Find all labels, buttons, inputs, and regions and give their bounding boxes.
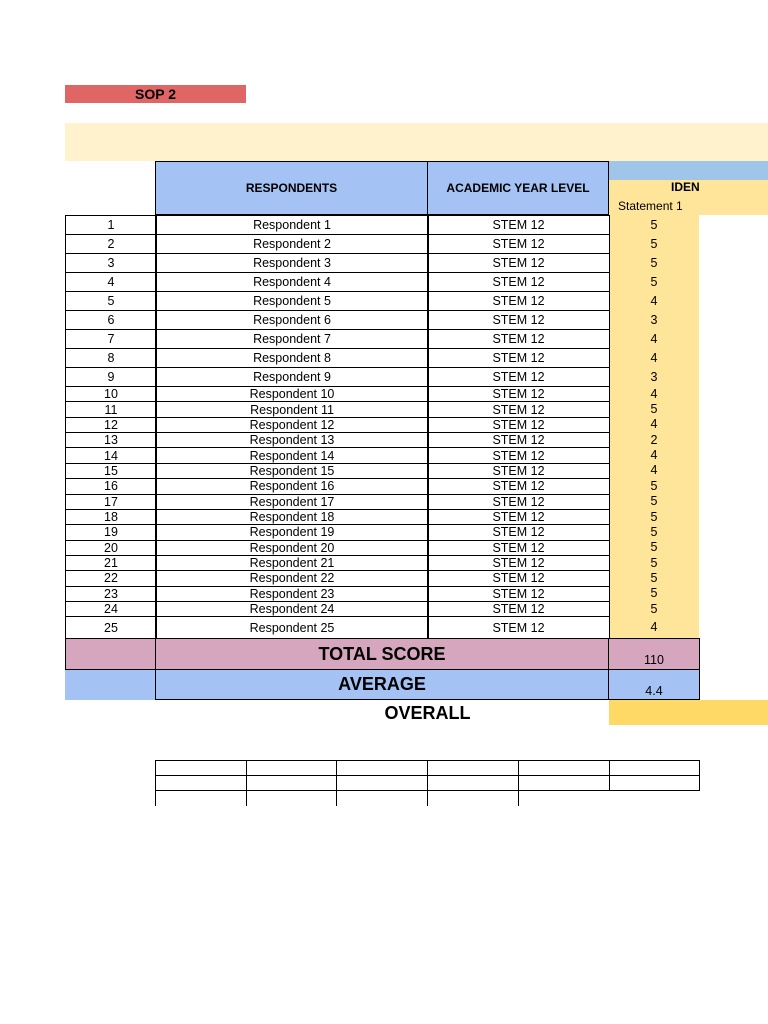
row-number-cell[interactable]: 15 xyxy=(65,463,157,479)
respondent-cell[interactable]: Respondent 13 xyxy=(155,432,429,448)
score-cell[interactable]: 5 xyxy=(650,509,658,524)
respondent-cell[interactable]: Respondent 24 xyxy=(155,601,429,617)
respondent-cell[interactable]: Respondent 4 xyxy=(155,272,429,292)
year-level-cell[interactable]: STEM 12 xyxy=(427,291,610,311)
score-cell[interactable]: 4 xyxy=(650,350,658,365)
total-blank-cell[interactable] xyxy=(65,654,156,670)
score-cell[interactable]: 4 xyxy=(650,293,658,308)
overall-value-cell[interactable] xyxy=(609,700,768,725)
respondent-cell[interactable]: Respondent 18 xyxy=(155,509,429,525)
year-level-cell[interactable]: STEM 12 xyxy=(427,555,610,571)
row-number-cell[interactable]: 1 xyxy=(65,215,157,235)
score-cell[interactable]: 5 xyxy=(650,274,658,289)
row-number-cell[interactable]: 20 xyxy=(65,540,157,556)
score-cell[interactable]: 5 xyxy=(650,402,658,417)
header-academic-year-level[interactable]: ACADEMIC YEAR LEVEL xyxy=(427,161,609,215)
grid-col-line xyxy=(609,760,610,791)
year-level-cell[interactable]: STEM 12 xyxy=(427,540,610,556)
row-number-cell[interactable]: 25 xyxy=(65,616,157,639)
respondent-cell[interactable]: Respondent 14 xyxy=(155,447,429,463)
score-cell[interactable]: 3 xyxy=(650,312,658,327)
respondent-cell[interactable]: Respondent 21 xyxy=(155,555,429,571)
overall-label[interactable]: OVERALL xyxy=(384,702,471,723)
year-level-cell[interactable]: STEM 12 xyxy=(427,234,610,254)
year-level-cell[interactable]: STEM 12 xyxy=(427,463,610,479)
row-number-cell[interactable]: 12 xyxy=(65,417,157,433)
score-cell[interactable]: 3 xyxy=(650,369,658,384)
grid-col-line xyxy=(155,760,156,806)
year-level-cell[interactable]: STEM 12 xyxy=(427,272,610,292)
year-level-cell[interactable]: STEM 12 xyxy=(427,401,610,417)
grid-col-line xyxy=(336,760,337,806)
total-blank-cell[interactable] xyxy=(65,638,156,655)
row-number-cell[interactable]: 4 xyxy=(65,272,157,292)
score-cell[interactable]: 5 xyxy=(650,601,658,616)
score-cell[interactable]: 5 xyxy=(650,217,658,232)
year-level-cell[interactable]: STEM 12 xyxy=(427,601,610,617)
row-number-cell[interactable]: 3 xyxy=(65,253,157,273)
respondent-cell[interactable]: Respondent 22 xyxy=(155,570,429,586)
grid-col-line xyxy=(518,760,519,806)
score-cell[interactable]: 5 xyxy=(650,236,658,251)
row-number-cell[interactable]: 5 xyxy=(65,291,157,311)
row-number-cell[interactable]: 8 xyxy=(65,348,157,368)
score-cell[interactable]: 5 xyxy=(650,570,658,585)
year-level-cell[interactable]: STEM 12 xyxy=(427,494,610,510)
row-number-cell[interactable]: 17 xyxy=(65,494,157,510)
respondent-cell[interactable]: Respondent 1 xyxy=(155,215,429,235)
respondent-cell[interactable]: Respondent 15 xyxy=(155,463,429,479)
row-number-cell[interactable]: 23 xyxy=(65,586,157,602)
score-cell[interactable]: 5 xyxy=(650,555,658,570)
section-band xyxy=(65,123,768,161)
row-number-cell[interactable]: 11 xyxy=(65,401,157,417)
year-level-cell[interactable]: STEM 12 xyxy=(427,215,610,235)
respondent-cell[interactable]: Respondent 3 xyxy=(155,253,429,273)
respondent-cell[interactable]: Respondent 10 xyxy=(155,386,429,402)
respondent-cell[interactable]: Respondent 5 xyxy=(155,291,429,311)
respondent-cell[interactable]: Respondent 7 xyxy=(155,329,429,349)
respondent-cell[interactable]: Respondent 6 xyxy=(155,310,429,330)
year-level-cell[interactable]: STEM 12 xyxy=(427,570,610,586)
respondent-cell[interactable]: Respondent 9 xyxy=(155,367,429,387)
year-level-cell[interactable]: STEM 12 xyxy=(427,586,610,602)
row-number-cell[interactable]: 9 xyxy=(65,367,157,387)
year-level-cell[interactable]: STEM 12 xyxy=(427,329,610,349)
row-number-cell[interactable]: 6 xyxy=(65,310,157,330)
grid-col-line xyxy=(699,760,700,791)
score-cell[interactable]: 5 xyxy=(650,478,658,493)
sop-label[interactable]: SOP 2 xyxy=(65,85,246,103)
respondent-cell[interactable]: Respondent 20 xyxy=(155,540,429,556)
respondent-cell[interactable]: Respondent 8 xyxy=(155,348,429,368)
year-level-cell[interactable]: STEM 12 xyxy=(427,478,610,494)
row-number-cell[interactable]: 19 xyxy=(65,524,157,540)
score-cell[interactable]: 4 xyxy=(650,620,658,635)
row-number-cell[interactable]: 13 xyxy=(65,432,157,448)
total-score-value[interactable]: 110 xyxy=(608,638,700,670)
row-number-cell[interactable]: 21 xyxy=(65,555,157,571)
respondent-cell[interactable]: Respondent 2 xyxy=(155,234,429,254)
row-number-cell[interactable]: 16 xyxy=(65,478,157,494)
year-level-cell[interactable]: STEM 12 xyxy=(427,348,610,368)
row-number-cell[interactable]: 14 xyxy=(65,447,157,463)
respondent-cell[interactable]: Respondent 25 xyxy=(155,616,429,639)
header-identification[interactable] xyxy=(609,180,768,215)
score-cell[interactable]: 4 xyxy=(650,448,658,463)
respondent-cell[interactable]: Respondent 23 xyxy=(155,586,429,602)
row-number-cell[interactable]: 10 xyxy=(65,386,157,402)
score-cell[interactable]: 4 xyxy=(650,331,658,346)
score-cell[interactable]: 5 xyxy=(650,524,658,539)
year-level-cell[interactable]: STEM 12 xyxy=(427,367,610,387)
header-iden-label: IDEN xyxy=(671,180,700,194)
year-level-cell[interactable]: STEM 12 xyxy=(427,447,610,463)
score-cell[interactable]: 4 xyxy=(650,417,658,432)
row-number-cell[interactable]: 22 xyxy=(65,570,157,586)
row-number-cell[interactable]: 18 xyxy=(65,509,157,525)
score-cell[interactable]: 5 xyxy=(650,255,658,270)
respondent-cell[interactable]: Respondent 12 xyxy=(155,417,429,433)
score-cell[interactable]: 2 xyxy=(650,432,658,447)
year-level-cell[interactable]: STEM 12 xyxy=(427,417,610,433)
grid-col-line xyxy=(246,760,247,806)
year-level-cell[interactable]: STEM 12 xyxy=(427,616,610,639)
row-number-cell[interactable]: 7 xyxy=(65,329,157,349)
respondent-cell[interactable]: Respondent 17 xyxy=(155,494,429,510)
row-number-cell[interactable]: 2 xyxy=(65,234,157,254)
year-level-cell[interactable]: STEM 12 xyxy=(427,432,610,448)
grid-col-line xyxy=(427,760,428,806)
header-statement-1: Statement 1 xyxy=(618,199,683,213)
year-level-cell[interactable]: STEM 12 xyxy=(427,524,610,540)
row-number-cell[interactable]: 24 xyxy=(65,601,157,617)
total-score-label[interactable]: TOTAL SCORE xyxy=(155,638,609,670)
average-label[interactable]: AVERAGE xyxy=(155,669,609,700)
average-value[interactable]: 4.4 xyxy=(608,669,700,700)
score-cell[interactable]: 4 xyxy=(650,386,658,401)
score-cell[interactable]: 5 xyxy=(650,586,658,601)
average-blank-cell[interactable] xyxy=(65,670,156,700)
respondent-cell[interactable]: Respondent 16 xyxy=(155,478,429,494)
respondent-cell[interactable]: Respondent 19 xyxy=(155,524,429,540)
respondent-cell[interactable]: Respondent 11 xyxy=(155,401,429,417)
year-level-cell[interactable]: STEM 12 xyxy=(427,386,610,402)
year-level-cell[interactable]: STEM 12 xyxy=(427,509,610,525)
header-respondents[interactable]: RESPONDENTS xyxy=(155,161,428,215)
score-cell[interactable]: 5 xyxy=(650,494,658,509)
year-level-cell[interactable]: STEM 12 xyxy=(427,310,610,330)
score-cell[interactable]: 4 xyxy=(650,463,658,478)
score-cell[interactable]: 5 xyxy=(650,540,658,555)
header-strip xyxy=(609,161,768,180)
year-level-cell[interactable]: STEM 12 xyxy=(427,253,610,273)
